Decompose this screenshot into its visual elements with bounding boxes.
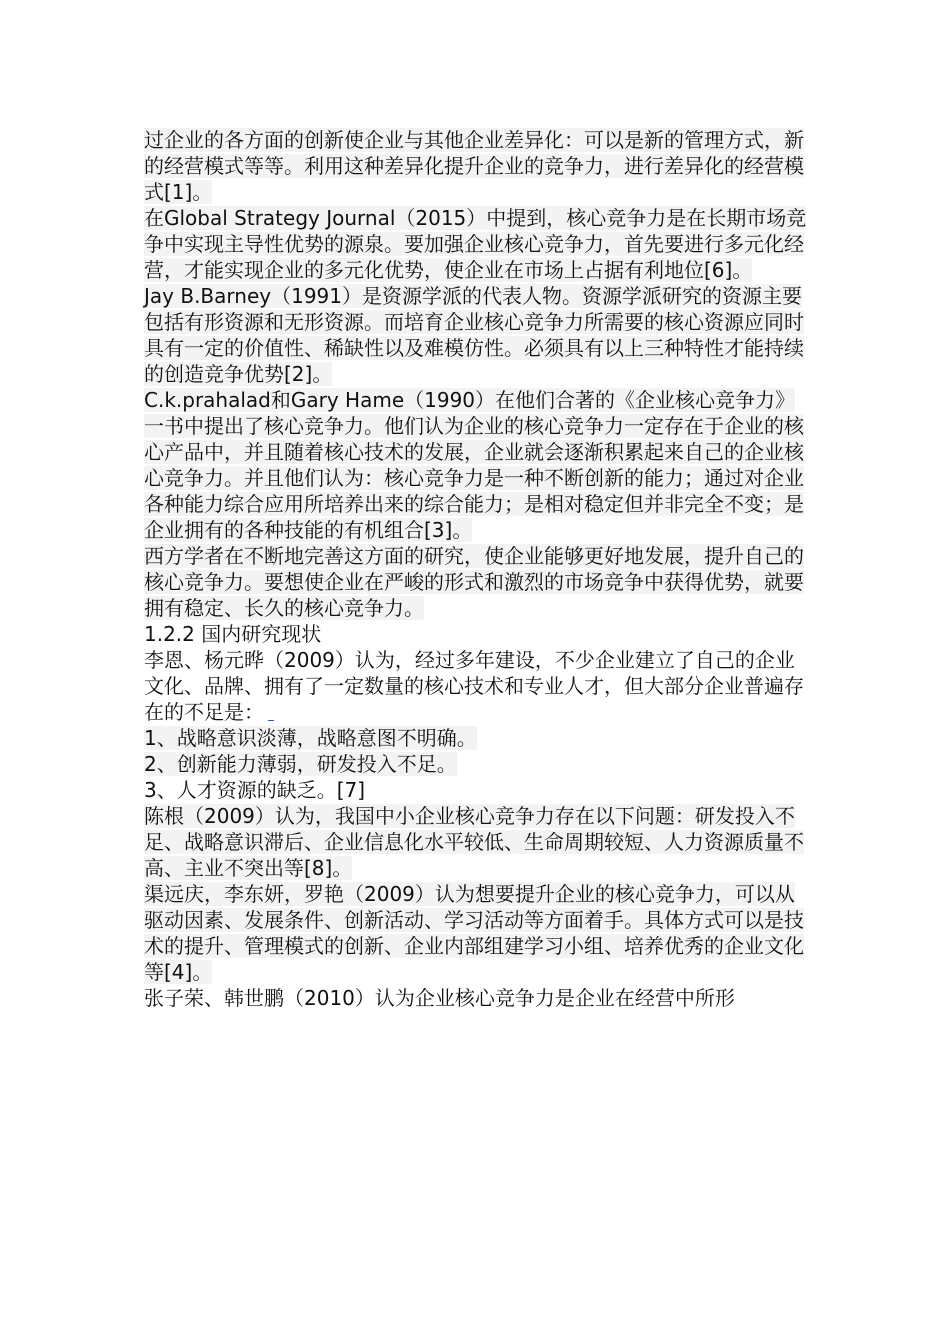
paragraph-4-text: C.k.prahalad和Gary Hame（1990）在他们合著的《企业核心竞争力》一书中提出了核心竞争力。他们认为企业的核心竞争力一定存在于企业的核心产品中，并且随着核心技术的发展，企业就会逐渐积累起来自己的企业核心竞争力。并且他们认为：核心竞争力是一种不断创新的能力；通过对企业各种能力综合应用所培养出来的综合能力；是相对稳定但并非完全不变；是企业拥有的各种技能的有机组合[3]。 (144, 388, 804, 542)
paragraph-5-text: 西方学者在不断地完善这方面的研究，使企业能够更好地发展，提升自己的核心竞争力。要想使企业在严峻的形式和激烈的市场竞争中获得优势，就要拥有稳定、长久的核心竞争力。 (144, 544, 804, 620)
paragraph-11-text: 陈根（2009）认为，我国中小企业核心竞争力存在以下问题：研发投入不足、战略意识滞后、企业信息化水平较低、生命周期较短、人力资源质量不高、主业不突出等[8]。 (144, 804, 804, 880)
list-item-2 (144, 751, 808, 777)
paragraph-13-text: 张子荣、韩世鹏（2010）认为企业核心竞争力是企业在经营中所形 (144, 986, 735, 1010)
paragraph-4 (144, 387, 808, 543)
paragraph-5 (144, 543, 808, 621)
document-page (144, 127, 808, 1011)
section-heading-text: 1.2.2 国内研究现状 (144, 622, 322, 646)
paragraph-2-text: 在Global Strategy Journal（2015）中提到，核心竞争力是在长期市场竞争中实现主导性优势的源泉。要加强企业核心竞争力，首先要进行多元化经营，才能实现企业的多元化优势，使企业在市场上占据有利地位[6]。 (144, 206, 807, 282)
section-heading (144, 621, 808, 647)
paragraph-3-text: Jay B.Barney（1991）是资源学派的代表人物。资源学派研究的资源主要包括有形资源和无形资源。而培育企业核心竞争力所需要的核心资源应同时具有一定的价值性、稀缺性以及难模仿性。必须具有以上三种特性才能持续的创造竞争优势[2]。 (144, 284, 804, 386)
paragraph-12-text: 渠远庆，李东妍，罗艳（2009）认为想要提升企业的核心竞争力，可以从驱动因素、发展条件、创新活动、学习活动等方面着手。具体方式可以是技术的提升、管理模式的创新、企业内部组建学习小组、培养优秀的企业文化等[4]。 (144, 882, 804, 984)
list-item-1 (144, 725, 808, 751)
paragraph-7 (144, 647, 808, 725)
paragraph-11 (144, 803, 808, 881)
underline-mark (268, 720, 274, 721)
list-item-1-text: 1、战略意识淡薄，战略意图不明确。 (144, 726, 477, 750)
paragraph-13 (144, 985, 808, 1011)
paragraph-3 (144, 283, 808, 387)
list-item-3-text: 3、人才资源的缺乏。[7] (144, 778, 366, 802)
paragraph-12 (144, 881, 808, 985)
list-item-2-text: 2、创新能力薄弱，研发投入不足。 (144, 752, 457, 776)
paragraph-7-text: 李恩、杨元晔（2009）认为，经过多年建设，不少企业建立了自己的企业文化、品牌、拥有了一定数量的核心技术和专业人才，但大部分企业普遍存在的不足是： (144, 648, 804, 724)
paragraph-2 (144, 205, 808, 283)
paragraph-1 (144, 127, 808, 205)
paragraph-1-text: 过企业的各方面的创新使企业与其他企业差异化：可以是新的管理方式，新的经营模式等等。利用这种差异化提升企业的竞争力，进行差异化的经营模式[1]。 (144, 128, 804, 204)
list-item-3 (144, 777, 808, 803)
